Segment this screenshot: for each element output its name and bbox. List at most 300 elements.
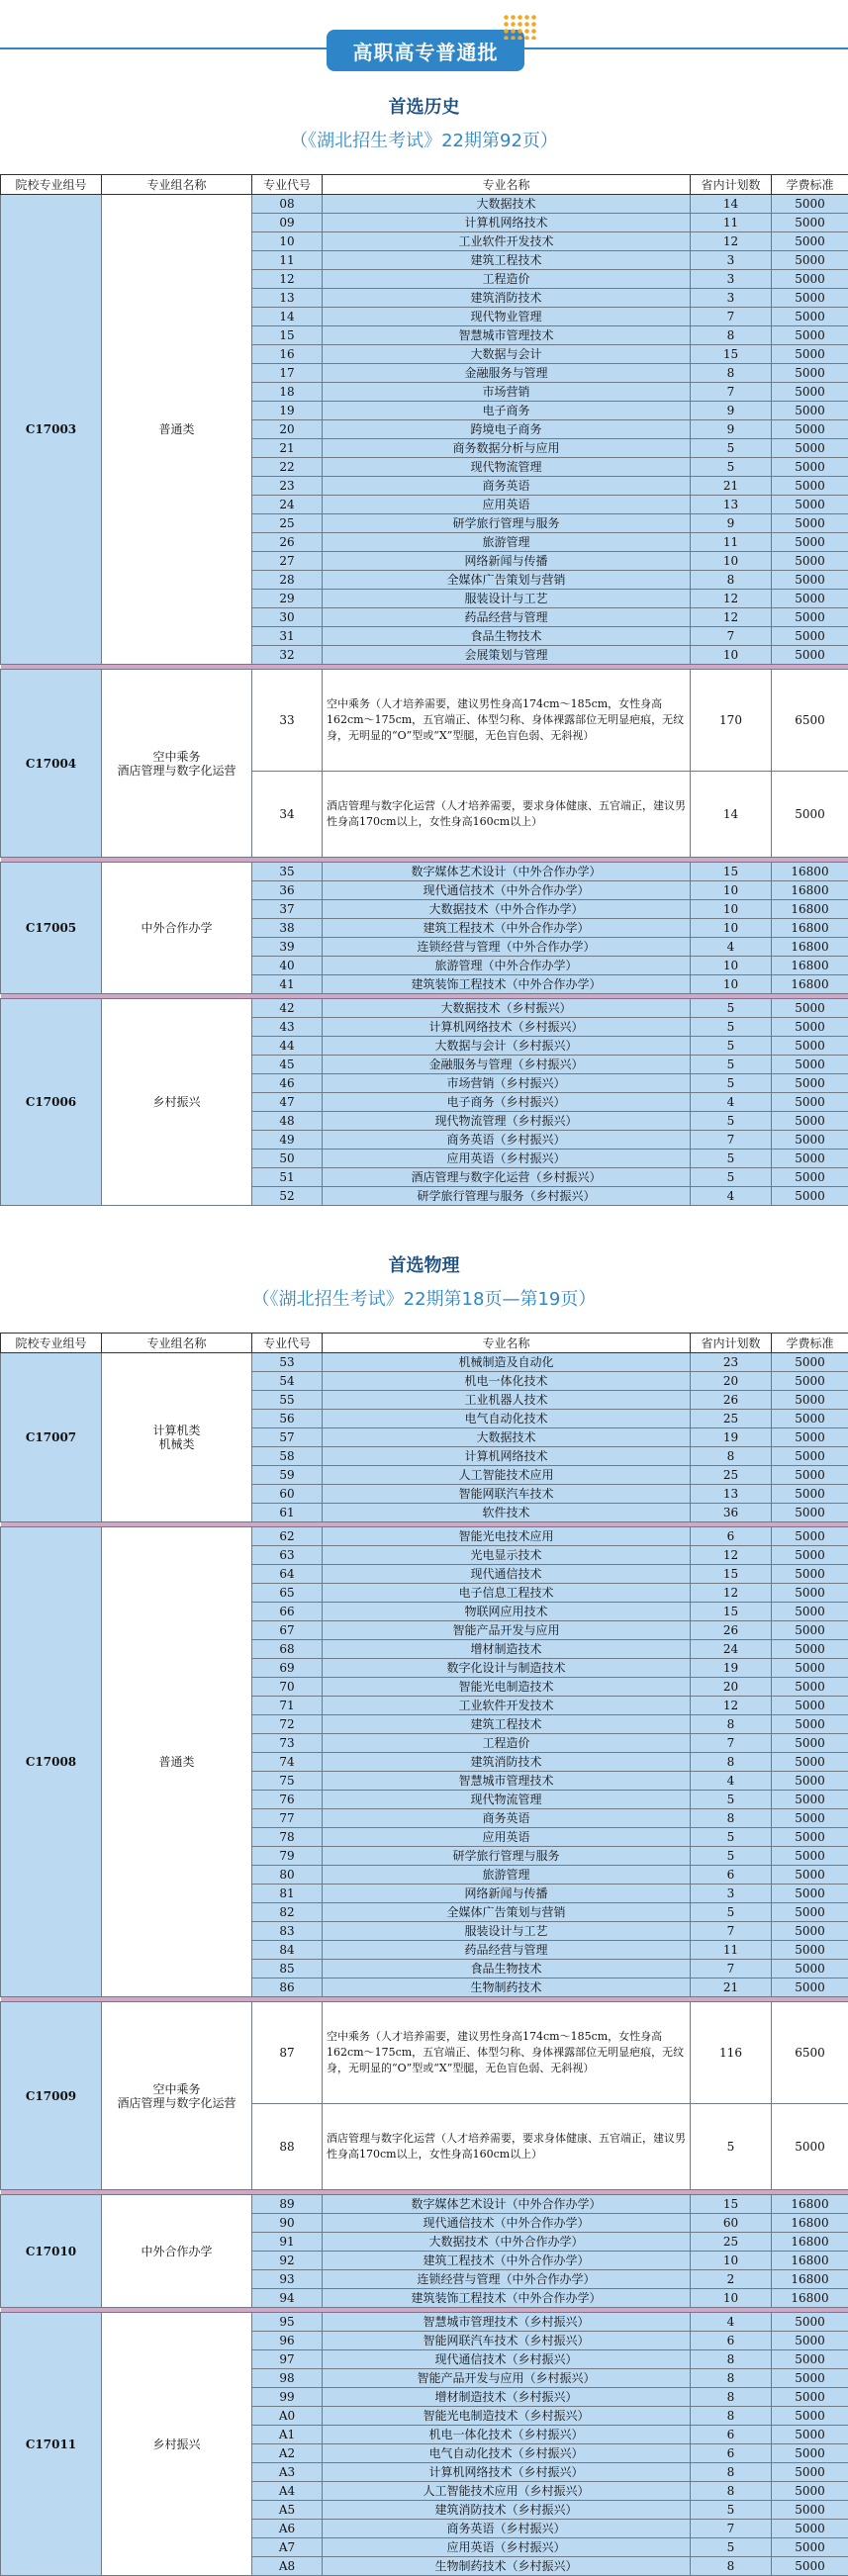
plan-count: 5 [691, 1037, 772, 1056]
plan-count: 20 [691, 1372, 772, 1391]
plan-count: 60 [691, 2214, 772, 2233]
major-code: 76 [252, 1791, 323, 1809]
major-code: 11 [252, 251, 323, 270]
major-code: 29 [252, 590, 323, 608]
plan-count: 5 [691, 1056, 772, 1074]
tuition: 5000 [772, 1753, 848, 1772]
major-code: 39 [252, 938, 323, 957]
plan-count: 7 [691, 1734, 772, 1753]
group-name: 中外合作办学 [102, 863, 252, 994]
major-name: 人工智能技术应用（乡村振兴） [323, 2482, 691, 2501]
tuition: 5000 [772, 1791, 848, 1809]
tuition: 5000 [772, 2407, 848, 2426]
tuition: 5000 [772, 1527, 848, 1546]
major-name: 应用英语 [323, 1828, 691, 1847]
plan-count: 8 [691, 1753, 772, 1772]
section-gap [0, 1206, 848, 1236]
major-name: 商务数据分析与应用 [323, 439, 691, 458]
tuition: 5000 [772, 571, 848, 590]
tuition: 5000 [772, 1485, 848, 1504]
dots-decoration-icon [503, 14, 538, 40]
tuition: 5000 [772, 1866, 848, 1885]
table-row [1, 670, 848, 772]
major-code: 50 [252, 1150, 323, 1168]
major-code: 74 [252, 1753, 323, 1772]
major-name: 大数据技术 [323, 1428, 691, 1447]
tuition: 5000 [772, 772, 848, 858]
plan-count: 3 [691, 251, 772, 270]
table-row [1, 2002, 848, 2104]
section-title: 首选历史 [0, 93, 848, 119]
tuition: 16800 [772, 2289, 848, 2308]
major-code: 56 [252, 1410, 323, 1428]
plan-count: 3 [691, 270, 772, 289]
major-code: 67 [252, 1621, 323, 1640]
plan-count: 12 [691, 590, 772, 608]
major-code: 75 [252, 1772, 323, 1791]
major-code: 59 [252, 1466, 323, 1485]
major-name: 增材制造技术（乡村振兴） [323, 2388, 691, 2407]
table-row [1, 1353, 848, 1372]
tuition: 5000 [772, 1018, 848, 1037]
plan-count: 4 [691, 1093, 772, 1112]
tuition: 5000 [772, 2350, 848, 2369]
group-code: C17007 [1, 1353, 102, 1522]
plan-count: 9 [691, 402, 772, 420]
major-name: 应用英语（乡村振兴） [323, 1150, 691, 1168]
plan-count: 7 [691, 627, 772, 646]
group-code: C17005 [1, 863, 102, 994]
tuition: 5000 [772, 646, 848, 665]
major-name: 计算机网络技术 [323, 214, 691, 232]
major-name: 空中乘务（人才培养需要，建议男性身高174cm～185cm，女性身高162cm～175cm，五官端正、体型匀称、身体裸露部位无明显疤痕，无纹身，无明显的“O”型或“X”型腿，无色盲色弱、无斜视） [323, 2002, 691, 2104]
group-name: 普通类 [102, 1527, 252, 1997]
tuition: 5000 [772, 1960, 848, 1978]
major-code: 77 [252, 1809, 323, 1828]
plan-count: 10 [691, 881, 772, 900]
plan-count: 26 [691, 1391, 772, 1410]
plan-count: 12 [691, 1697, 772, 1715]
major-name: 现代物流管理 [323, 1791, 691, 1809]
major-name: 智能光电技术应用 [323, 1527, 691, 1546]
tuition: 5000 [772, 2369, 848, 2388]
tuition: 16800 [772, 863, 848, 881]
tuition: 5000 [772, 364, 848, 383]
major-name: 跨境电子商务 [323, 420, 691, 439]
major-code: A0 [252, 2407, 323, 2426]
tuition: 6500 [772, 670, 848, 772]
plan-count: 7 [691, 383, 772, 402]
major-code: 91 [252, 2233, 323, 2252]
major-code: A5 [252, 2501, 323, 2520]
major-code: A6 [252, 2520, 323, 2538]
section-subtitle: （《湖北招生考试》22期第92页） [0, 127, 848, 152]
tuition: 5000 [772, 289, 848, 308]
tuition: 16800 [772, 2214, 848, 2233]
major-code: 84 [252, 1941, 323, 1960]
major-code: 64 [252, 1565, 323, 1584]
section-subtitle: （《湖北招生考试》22期第18页—第19页） [0, 1285, 848, 1311]
group-name: 计算机类 机械类 [102, 1353, 252, 1522]
banner-area [0, 0, 848, 77]
tuition: 16800 [772, 2270, 848, 2289]
major-name: 工程造价 [323, 1734, 691, 1753]
major-name: 数字媒体艺术设计（中外合作办学） [323, 863, 691, 881]
group-name: 空中乘务 酒店管理与数字化运营 [102, 2002, 252, 2190]
table-row [1, 195, 848, 214]
major-name: 商务英语（乡村振兴） [323, 1131, 691, 1150]
tuition: 5000 [772, 514, 848, 533]
table-header-row [1, 175, 848, 195]
tuition: 5000 [772, 1584, 848, 1603]
column-header: 专业代号 [252, 1334, 323, 1353]
tuition: 5000 [772, 2426, 848, 2444]
tuition: 5000 [772, 2332, 848, 2350]
major-code: 92 [252, 2252, 323, 2270]
group-name: 乡村振兴 [102, 999, 252, 1206]
major-name: 现代通信技术（乡村振兴） [323, 2350, 691, 2369]
table-header-row [1, 1334, 848, 1353]
tuition: 5000 [772, 1809, 848, 1828]
tuition: 5000 [772, 552, 848, 571]
group-code: C17006 [1, 999, 102, 1206]
major-code: 23 [252, 477, 323, 496]
major-code: 22 [252, 458, 323, 477]
plan-count: 3 [691, 1885, 772, 1903]
column-header: 专业组名称 [102, 1334, 252, 1353]
plan-count: 5 [691, 1150, 772, 1168]
group-code: C17009 [1, 2002, 102, 2190]
plan-count: 8 [691, 571, 772, 590]
plan-count: 5 [691, 1018, 772, 1037]
plan-count: 6 [691, 2426, 772, 2444]
tuition: 5000 [772, 2538, 848, 2557]
major-code: 65 [252, 1584, 323, 1603]
plan-count: 170 [691, 670, 772, 772]
tuition: 16800 [772, 881, 848, 900]
major-name: 全媒体广告策划与营销 [323, 571, 691, 590]
major-code: 55 [252, 1391, 323, 1410]
major-code: 58 [252, 1447, 323, 1466]
tuition: 5000 [772, 402, 848, 420]
major-code: 57 [252, 1428, 323, 1447]
column-header: 专业名称 [323, 175, 691, 195]
plan-count: 11 [691, 1941, 772, 1960]
tuition: 16800 [772, 957, 848, 975]
tuition: 5000 [772, 1410, 848, 1428]
group-code: C17010 [1, 2195, 102, 2308]
major-name: 机械制造及自动化 [323, 1353, 691, 1372]
major-name: 服装设计与工艺 [323, 590, 691, 608]
major-name: 电子商务（乡村振兴） [323, 1093, 691, 1112]
major-name: 服装设计与工艺 [323, 1922, 691, 1941]
tuition: 5000 [772, 1131, 848, 1150]
major-code: 09 [252, 214, 323, 232]
major-name: 旅游管理 [323, 533, 691, 552]
group-name: 普通类 [102, 195, 252, 665]
major-name: 现代通信技术（中外合作办学） [323, 2214, 691, 2233]
major-name: 生物制药技术（乡村振兴） [323, 2557, 691, 2576]
tuition: 5000 [772, 458, 848, 477]
major-name: 全媒体广告策划与营销 [323, 1903, 691, 1922]
tuition: 5000 [772, 1074, 848, 1093]
tuition: 5000 [772, 999, 848, 1018]
major-code: 60 [252, 1485, 323, 1504]
major-name: 数字媒体艺术设计（中外合作办学） [323, 2195, 691, 2214]
major-name: 市场营销 [323, 383, 691, 402]
table-row [1, 2195, 848, 2214]
major-name: 智慧城市管理技术 [323, 326, 691, 345]
tuition: 5000 [772, 439, 848, 458]
plan-count: 6 [691, 2444, 772, 2463]
plan-count: 12 [691, 232, 772, 251]
major-name: 建筑工程技术 [323, 1715, 691, 1734]
plan-count: 8 [691, 2407, 772, 2426]
tuition: 5000 [772, 308, 848, 326]
major-name: 现代物流管理 [323, 458, 691, 477]
major-code: 93 [252, 2270, 323, 2289]
major-name: 建筑工程技术（中外合作办学） [323, 919, 691, 938]
tuition: 5000 [772, 1546, 848, 1565]
plan-count: 8 [691, 2482, 772, 2501]
group-code: C17008 [1, 1527, 102, 1997]
major-code: 16 [252, 345, 323, 364]
major-code: 33 [252, 670, 323, 772]
tuition: 5000 [772, 2520, 848, 2538]
major-name: 研学旅行管理与服务 [323, 514, 691, 533]
tuition: 5000 [772, 1697, 848, 1715]
tuition: 5000 [772, 1847, 848, 1866]
major-code: 97 [252, 2350, 323, 2369]
tuition: 5000 [772, 1353, 848, 1372]
major-code: 26 [252, 533, 323, 552]
plan-count: 8 [691, 2388, 772, 2407]
major-name: 食品生物技术 [323, 1960, 691, 1978]
major-code: 68 [252, 1640, 323, 1659]
tuition: 16800 [772, 2233, 848, 2252]
tuition: 5000 [772, 1941, 848, 1960]
plan-count: 8 [691, 326, 772, 345]
plan-count: 10 [691, 646, 772, 665]
plan-count: 25 [691, 2233, 772, 2252]
major-code: 62 [252, 1527, 323, 1546]
major-name: 智能光电制造技术 [323, 1678, 691, 1697]
tuition: 5000 [772, 1640, 848, 1659]
plan-count: 20 [691, 1678, 772, 1697]
plan-count: 5 [691, 1903, 772, 1922]
major-name: 现代通信技术 [323, 1565, 691, 1584]
plan-count: 9 [691, 514, 772, 533]
tuition: 5000 [772, 232, 848, 251]
major-code: 79 [252, 1847, 323, 1866]
group-name: 乡村振兴 [102, 2313, 252, 2576]
plan-count: 8 [691, 2369, 772, 2388]
major-code: 90 [252, 2214, 323, 2233]
tuition: 5000 [772, 2388, 848, 2407]
major-name: 生物制药技术 [323, 1978, 691, 1997]
plan-count: 10 [691, 919, 772, 938]
table-row [1, 999, 848, 1018]
plan-count: 14 [691, 772, 772, 858]
major-code: 48 [252, 1112, 323, 1131]
tuition: 5000 [772, 326, 848, 345]
tuition: 5000 [772, 1391, 848, 1410]
major-name: 研学旅行管理与服务（乡村振兴） [323, 1187, 691, 1206]
major-name: 软件技术 [323, 1504, 691, 1522]
plan-count: 5 [691, 458, 772, 477]
tuition: 16800 [772, 938, 848, 957]
major-code: 80 [252, 1866, 323, 1885]
plan-count: 7 [691, 308, 772, 326]
major-code: A7 [252, 2538, 323, 2557]
major-code: 72 [252, 1715, 323, 1734]
group-code: C17004 [1, 670, 102, 858]
tuition: 5000 [772, 1734, 848, 1753]
plan-count: 25 [691, 1466, 772, 1485]
major-name: 商务英语 [323, 1809, 691, 1828]
tuition: 5000 [772, 477, 848, 496]
major-name: 智能产品开发与应用（乡村振兴） [323, 2369, 691, 2388]
major-name: 商务英语 [323, 477, 691, 496]
plan-count: 7 [691, 2520, 772, 2538]
column-header: 院校专业组号 [1, 1334, 102, 1353]
tuition: 5000 [772, 1828, 848, 1847]
major-code: 25 [252, 514, 323, 533]
table-row [1, 863, 848, 881]
banner-title: 高职高专普通批 [327, 30, 524, 71]
major-code: 42 [252, 999, 323, 1018]
tuition: 5000 [772, 1056, 848, 1074]
major-name: 建筑工程技术 [323, 251, 691, 270]
plan-count: 10 [691, 975, 772, 994]
major-code: 40 [252, 957, 323, 975]
major-code: 10 [252, 232, 323, 251]
plan-count: 15 [691, 1603, 772, 1621]
major-code: 34 [252, 772, 323, 858]
tuition: 5000 [772, 1621, 848, 1640]
major-code: 95 [252, 2313, 323, 2332]
plan-count: 5 [691, 2104, 772, 2190]
major-code: 96 [252, 2332, 323, 2350]
column-header: 院校专业组号 [1, 175, 102, 195]
major-name: 工业机器人技术 [323, 1391, 691, 1410]
major-code: 30 [252, 608, 323, 627]
major-code: A3 [252, 2463, 323, 2482]
tuition: 5000 [772, 608, 848, 627]
major-code: 44 [252, 1037, 323, 1056]
plan-count: 12 [691, 1584, 772, 1603]
plan-count: 5 [691, 1847, 772, 1866]
column-header: 省内计划数 [691, 1334, 772, 1353]
plan-count: 12 [691, 608, 772, 627]
tuition: 5000 [772, 383, 848, 402]
content [0, 93, 848, 2576]
major-name: 金融服务与管理 [323, 364, 691, 383]
admission-table [0, 174, 848, 1206]
plan-count: 19 [691, 1428, 772, 1447]
major-code: 27 [252, 552, 323, 571]
major-code: 36 [252, 881, 323, 900]
tuition: 16800 [772, 2195, 848, 2214]
plan-count: 5 [691, 1074, 772, 1093]
tuition: 6500 [772, 2002, 848, 2104]
tuition: 5000 [772, 590, 848, 608]
major-name: 智能产品开发与应用 [323, 1621, 691, 1640]
major-name: 现代通信技术（中外合作办学） [323, 881, 691, 900]
major-name: 大数据与会计 [323, 345, 691, 364]
major-name: 建筑消防技术 [323, 289, 691, 308]
major-code: 82 [252, 1903, 323, 1922]
tuition: 5000 [772, 1168, 848, 1187]
major-code: 24 [252, 496, 323, 514]
major-name: 商务英语（乡村振兴） [323, 2520, 691, 2538]
plan-count: 7 [691, 1922, 772, 1941]
plan-count: 15 [691, 863, 772, 881]
plan-count: 5 [691, 1828, 772, 1847]
tuition: 5000 [772, 1428, 848, 1447]
tuition: 5000 [772, 1187, 848, 1206]
tuition: 5000 [772, 2104, 848, 2190]
plan-count: 7 [691, 1960, 772, 1978]
column-header: 省内计划数 [691, 175, 772, 195]
major-code: 87 [252, 2002, 323, 2104]
plan-count: 11 [691, 533, 772, 552]
plan-count: 8 [691, 1809, 772, 1828]
plan-count: 12 [691, 1546, 772, 1565]
major-name: 智能光电制造技术（乡村振兴） [323, 2407, 691, 2426]
tuition: 16800 [772, 2252, 848, 2270]
plan-count: 10 [691, 900, 772, 919]
major-code: 69 [252, 1659, 323, 1678]
plan-count: 4 [691, 1187, 772, 1206]
tuition: 5000 [772, 1504, 848, 1522]
major-name: 大数据技术（中外合作办学） [323, 2233, 691, 2252]
plan-count: 8 [691, 364, 772, 383]
major-name: 电气自动化技术（乡村振兴） [323, 2444, 691, 2463]
major-code: 41 [252, 975, 323, 994]
plan-count: 5 [691, 2538, 772, 2557]
major-code: 63 [252, 1546, 323, 1565]
plan-count: 5 [691, 1112, 772, 1131]
major-code: 51 [252, 1168, 323, 1187]
major-name: 现代物业管理 [323, 308, 691, 326]
major-code: A2 [252, 2444, 323, 2463]
tuition: 5000 [772, 1978, 848, 1997]
plan-count: 8 [691, 2350, 772, 2369]
tuition: 5000 [772, 1372, 848, 1391]
major-code: 28 [252, 571, 323, 590]
plan-count: 8 [691, 1715, 772, 1734]
plan-count: 8 [691, 2557, 772, 2576]
major-name: 建筑工程技术（中外合作办学） [323, 2252, 691, 2270]
major-code: 08 [252, 195, 323, 214]
major-name: 人工智能技术应用 [323, 1466, 691, 1485]
tuition: 5000 [772, 627, 848, 646]
major-code: 32 [252, 646, 323, 665]
major-name: 药品经营与管理 [323, 608, 691, 627]
major-name: 智能网联汽车技术 [323, 1485, 691, 1504]
tuition: 5000 [772, 1447, 848, 1466]
tuition: 5000 [772, 1603, 848, 1621]
plan-count: 15 [691, 1565, 772, 1584]
plan-count: 10 [691, 2252, 772, 2270]
major-code: 47 [252, 1093, 323, 1112]
plan-count: 3 [691, 289, 772, 308]
major-name: 机电一体化技术 [323, 1372, 691, 1391]
tuition: 5000 [772, 345, 848, 364]
major-code: 19 [252, 402, 323, 420]
major-name: 建筑消防技术（乡村振兴） [323, 2501, 691, 2520]
